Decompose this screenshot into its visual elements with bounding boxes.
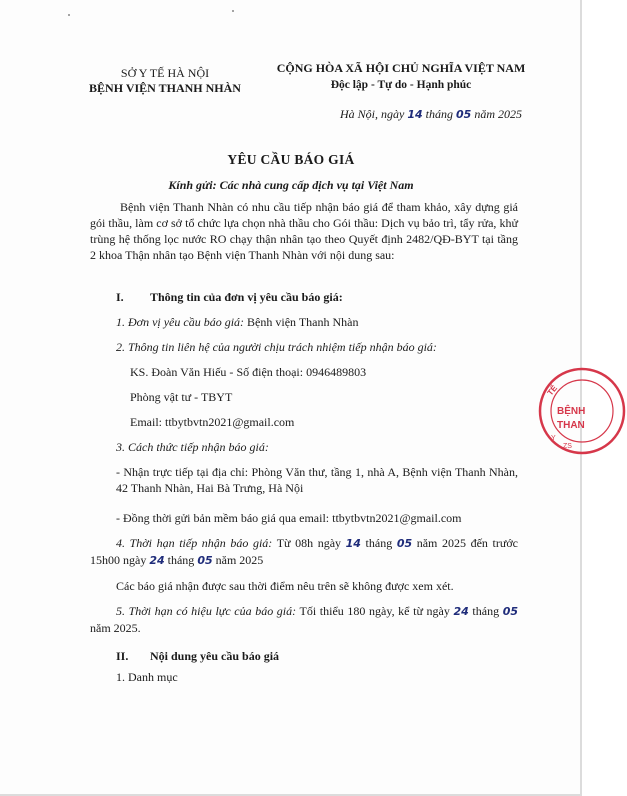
- handwritten-month: 05: [197, 554, 213, 567]
- handwritten-month: 05: [396, 537, 413, 550]
- country-name: CỘNG HÒA XÃ HỘI CHỦ NGHĨA VIỆT NAM: [276, 61, 526, 75]
- handwritten-day: 24: [149, 554, 165, 567]
- section-1-heading: [116, 289, 343, 305]
- item-5: [90, 603, 518, 636]
- handwritten-day: 14: [345, 537, 361, 550]
- national-header: [266, 60, 536, 94]
- stamp-arc-right: ZS: [563, 443, 572, 450]
- handwritten-month: 05: [456, 108, 472, 121]
- ministry-name: SỞ Y TẾ HÀ NỘI: [120, 66, 210, 80]
- national-motto: Độc lập - Tự do - Hạnh phúc: [330, 79, 472, 91]
- contact-name: KS. Đoàn Văn Hiếu -: [130, 365, 234, 379]
- contact-line: [130, 364, 366, 380]
- item-label: 1. Đơn vị yêu cầu báo giá:: [116, 315, 245, 329]
- section-title: Thông tin của đơn vị yêu cầu báo giá:: [150, 290, 343, 304]
- handwritten-day: 24: [453, 605, 469, 618]
- intro-paragraph: [90, 199, 518, 263]
- section-number: II.: [116, 649, 129, 663]
- dateline-month-word: tháng: [422, 107, 457, 121]
- scan-speck: [68, 14, 70, 16]
- deadline-text: năm 2025 đến trước 15h00 ngày: [90, 536, 518, 567]
- document-title: YÊU CẦU BÁO GIÁ: [227, 152, 355, 167]
- item-2-label: 2. Thông tin liên hệ của người chịu trách nhiệm tiếp nhận báo giá:: [116, 340, 437, 354]
- dateline-prefix: Hà Nội, ngày: [340, 107, 408, 121]
- hospital-stamp: [537, 366, 627, 456]
- deadline-text: năm 2025: [212, 553, 264, 567]
- item-value: Bệnh viện Thanh Nhàn: [244, 315, 359, 329]
- item-label: 4. Thời hạn tiếp nhận báo giá:: [116, 536, 273, 550]
- stamp-arc-left: TẾ: [545, 383, 560, 398]
- scan-speck: [232, 10, 234, 12]
- intro-text: Bệnh viện Thanh Nhàn có nhu cầu tiếp nhận báo giá để tham khảo, xây dựng giá gói thầu, làm cơ sở tổ chức lựa chọn nhà thầu cho Gói thầu: Dịch vụ bảo trì, tẩy rửa, khử trùng hệ thống lọc nước RO chạy thận nhân tạo theo Quyết định 2482/QĐ-BYT tại tầng 2 khoa Thận nhân tạo Bệnh viện Thanh Nhàn với nội dung sau:: [90, 200, 518, 262]
- validity-text: năm 2025.: [90, 621, 141, 635]
- issuer-header: [80, 66, 250, 96]
- department: Phòng vật tư - TBYT: [130, 390, 233, 404]
- item-3-label: 3. Cách thức tiếp nhận báo giá:: [116, 440, 269, 454]
- item-label: 5. Thời hạn có hiệu lực của báo giá:: [116, 604, 297, 618]
- hospital-name: BỆNH VIỆN THANH NHÀN: [89, 81, 241, 95]
- handwritten-day: 14: [407, 108, 423, 121]
- contact-phone: Số điện thoại: 0946489803: [233, 365, 367, 379]
- stamp-line-1: BỆNH: [557, 406, 586, 417]
- addressee-line: Kính gửi: Các nhà cung cấp dịch vụ tại Việt Nam: [168, 178, 414, 192]
- section-title: Nội dung yêu cầu báo giá: [150, 649, 280, 663]
- section-2-item-1: 1. Danh mục: [116, 670, 178, 684]
- late-note: Các báo giá nhận được sau thời điểm nêu trên sẽ không được xem xét.: [116, 579, 454, 593]
- dateline: [340, 107, 522, 122]
- dateline-year: năm 2025: [471, 107, 522, 121]
- deadline-text: tháng: [164, 553, 198, 567]
- item-1: [116, 314, 358, 330]
- receive-email: - Đồng thời gửi bản mềm báo giá qua email: ttbytbvtn2021@gmail.com: [116, 511, 462, 525]
- validity-text: tháng: [468, 604, 503, 618]
- deadline-text: tháng: [360, 536, 397, 550]
- item-4: [90, 535, 518, 569]
- stamp-arc-bottom: Y: [551, 435, 556, 442]
- section-2-heading: [116, 648, 279, 664]
- section-number: I.: [116, 290, 124, 304]
- contact-email: Email: ttbytbvtn2021@gmail.com: [130, 415, 295, 429]
- stamp-line-2: THAN: [557, 420, 585, 431]
- receive-direct: - Nhận trực tiếp tại địa chỉ: Phòng Văn thư, tầng 1, nhà A, Bệnh viện Thanh Nhàn, 42 Thanh Nhàn, Hai Bà Trưng, Hà Nội: [116, 465, 518, 495]
- handwritten-month: 05: [502, 605, 519, 618]
- validity-text: Tối thiểu 180 ngày, kể từ ngày: [296, 604, 454, 618]
- deadline-text: Từ 08h ngày: [272, 536, 346, 550]
